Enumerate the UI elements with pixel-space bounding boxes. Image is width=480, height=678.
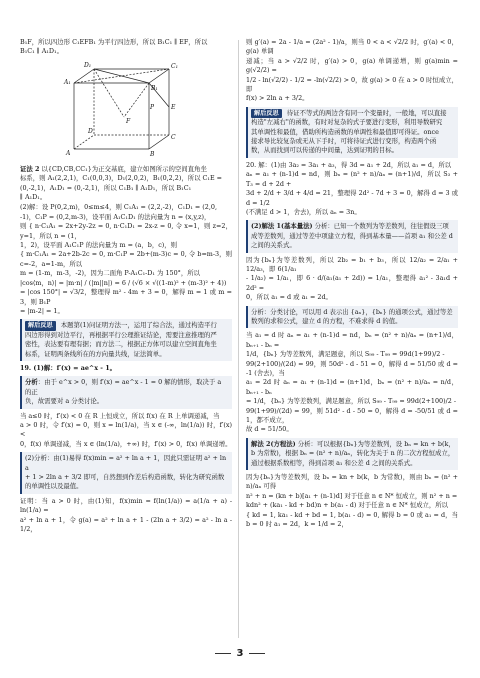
text-line: 当 a₁ = d 时 aₙ = a₁ + (n-1)d = nd，bₙ = (n² + n)/aₙ = (n+1)/d，bₙ₊₁ - bₙ = [246,331,458,349]
text-line: 四边形得到对边平行，再根据平行公理推证结论，需要注意推理的严 [25,330,217,339]
text-line: 递减；当 a > √2/2 时，g′(a) > 0，g(a) 单调递增，则 g(a)min = g(√2/2) = [246,56,458,75]
text-line: a² + ln a + 1，令 g(a) = a² + ln a + 1 - (2ln a + 3/2) = a² - ln a - 1/2， [20,515,232,534]
solution1-analysis2 [246,306,458,329]
solution-label: 解法 2(方程法) [251,439,296,448]
label-B: B [150,150,155,158]
solution1-body2 [246,331,458,434]
text-line: aₙ = a₁ + (n-1)d = nd，则 bₙ = (n² + n)/aₙ = (n+1)/d，所以 S₃ + T₃ = d + 2d + [246,170,458,188]
text-line: 标系，证明两条线所在的方向量共线，证法简单。 [25,349,166,358]
solution2-body [246,473,458,529]
text-line: |cos⟨m，n⟩| = |m·n| / (|m||n|) = 6 / (√6 × √((1-m)² + (m-3)² + 4)) [20,278,227,287]
reflection-tag: 解后反思 [251,109,282,118]
text-line: 1，2)，设平面 A₁C₁P 的法向量为 m = (a，b，c)，则 [20,241,178,250]
solution1-body [246,256,458,303]
analysis1-box [20,376,232,408]
text-line: 故 d = 51/50。 [246,425,293,434]
text-line: 构造"左减右"的函数，有时对复杂的式子要进行变形，利用导数研究 [251,118,443,127]
text-line: (不满足 d > 1，舍去)，所以 aₙ = 3n。 [246,207,361,216]
text-line: 密性，表达要有理有据；而方法二，根据正方体可以建立空间直角坐 [25,340,217,349]
analysis2-box [20,452,232,494]
analysis-label: 分析 [25,378,38,387]
text-line: + 1 > 2ln a + 3/2 即可，自然想到作差后构造函数，转化为研究函数 [25,473,225,481]
right-column [246,38,458,531]
text-line: 因为{bₙ}为等差数列，所以 2b₂ = b₁ + b₃，所以 12/a₂ = 2/a₁ + 12/a₃，即 6(1/a₁ [246,255,458,273]
text-line: B₁C₁ ∥ A₁D₁。 [20,47,63,56]
text-line: 标系，则 A₁(2,2,1)，C₁(0,0,3)，D₁(2,0,2)，B₁(0,2,2)，所以 C₁E = [20,174,223,183]
footer-dash-left [215,653,231,654]
reflection-box [20,319,232,361]
label-P: P [150,103,155,111]
right-top-paragraph [246,38,458,104]
cube-figure [20,59,232,161]
text-line: n² + n = (kn + b)[a₁ + (n-1)d] 对于任意 n ∈ N* 恒成立，则 n² + n = [246,491,458,500]
text-line: { m·C₁A₁ = 2a+2b-2c = 0, m·C₁P = 2b+(m-3)c = 0, 令 b=m-3，则 c=-2，a=1-m，所以 [20,250,232,268]
label-B1: B₁ [151,84,158,92]
text-line: 99(2+100)/(2d) = 99，则 50d² - d - 51 = 0，解得 d = 51/50 或 d = -1 (舍去)，当 [246,359,458,377]
label-C: C [171,133,176,141]
page-footer [0,648,480,659]
solution2-box [246,438,458,470]
text-line: -1)，C₁P = (0,2,m-3)，设平面 A₁C₁D₁ 的法向量为 n = (x,y,z)， [20,212,211,221]
text-line: 数，从而找到可以传递的中间量，达到证明的目标。 [251,146,398,155]
intro-paragraph [20,38,232,57]
text-line: kdn² + (ka₁ - kd + bd)n + b(a₁ - d) 对于任意 n ∈ N* 恒成立，所以 [246,501,449,510]
footer-dash-right [249,653,265,654]
text-line: f(x) > 2ln a + 3/2。 [246,94,309,103]
text-line: = |cos 150°| = √3/2，整理得 m² - 4m + 3 = 0，解得 m = 1 或 m = 3，则 B₁P [20,288,232,306]
text-line: 因为{bₙ}为等差数列，设 bₙ = kn + b(k，b 为常数)，则由 bₙ = (n² + n)/aₙ 可得 [246,473,458,491]
text-line: { kd = 1, ka₁ - kd + bd = 1, b(a₁ - d) = 0, 解得 b = 0 或 a₁ = d，当 b = 0 时 a₁ = 2d，k = 1/d = 2， [246,510,458,529]
text-line: 19. (1)解：f′(x) = ae^x - 1。 [20,363,117,372]
text-line: a₁ = 2d 时 aₙ = a₁ + (n-1)d = (n+1)d，bₙ = (n² + n)/aₙ = n/d，bₙ₊₁ - bₙ [246,378,458,396]
text-line: (2)分析：由(1)易得 f(x)min = a² + ln a + 1，因此只需证明 a² + ln a [25,454,227,472]
text-line: 待证不等式的两边含有同一个变量时，一般地，可以直接 [286,108,447,117]
text-line: 分析：分类讨论，可以用 d 表示出 {aₙ}，{bₙ} 的通项公式，通过等差数列的求和公式，建立 d 的方程，不难求得 d 的值。 [251,307,453,325]
text-line: (2)解：设 P(0,2,m)，0≤m≤4，则 C₁A₁ = (2,2,-2)，C₁D₁ = (2,0, [20,203,217,212]
text-line: 负，故需要对 a 分类讨论。 [25,397,104,406]
text-line: = 1/d，{bₙ} 为等差数列，满足题意，所以 S₉₉ - T₉₉ = 99d(2+100)/2 - [246,397,456,406]
text-line: m = (1-m，m-3，-2)，因为二面角 P-A₁C₁-D₁ 为 150°，所以 [20,269,201,278]
text-line: 20. 解：(1)由 3a₂ = 3a₁ + a₃，得 3d = a₁ + 2d，所以 a₁ = d，所以 [246,160,452,169]
text-line: ：由于 e^x > 0，则 f′(x) = ae^x - 1 = 0 解的情形，取决于 a 的正 [25,378,222,396]
solution-label: (2)解法 1(基本量法) [251,222,313,231]
text-line: a > 0 时，令 f′(x) = 0，则 x = ln(1/a)，当 x ∈ (-∞，ln(1/a)) 时，f′(x) < [20,420,232,439]
text-line: 分析：已知一个数列为等差数列，往往假设三项成等差数列，通过等差中项建立方程，得到基本量——首项 a₁ 和公差 d 之间的关系式。 [251,222,453,250]
text-line: 则 g′(a) = 2a - 1/a = (2a² - 1)/a，则当 0 < a < √2/2 时，g′(a) < 0，g(a) 单调 [246,38,458,56]
text-line: 本题第(1)问证明方法一，运用了综合法，通过构造平行 [60,321,217,330]
reflection-box-right [246,107,458,158]
text-line: 1/d，{bₙ} 为等差数列，满足题意，所以 S₉₉ - T₉₉ = 99d(1+99)/2 - [246,350,445,359]
label-D1: D₁ [84,61,92,69]
text-line: 99(1+99)/(2d) = 99，则 51d² - d - 50 = 0，解得 d = -50/51 或 d = 1，都不成立， [246,406,458,425]
column-divider [238,40,239,638]
proof-paragraph [20,497,232,535]
left-column [20,38,232,535]
q19-paragraph [20,364,232,373]
text-line: - 1/a₂) = 1/a₁，即 6 · d/(a₁(a₁ + 2d)) = 1/a₁，整理得 a₁² - 3a₁d + 2d² = [246,274,458,292]
text-line: 1/2 - ln(√2/2) - 1/2 = -ln(√2/2) > 0，故 g(a) > 0 在 a > 0 时恒成立，即 [246,75,458,94]
q20-paragraph [246,161,458,217]
label-A: A [66,149,71,157]
text-line: 证明：当 a > 0 时，由(1)知，f(x)min = f(ln(1/a)) = a(1/a + a) - ln(1/a) = [20,496,232,515]
text-line: 3d + 2/d + 3/d + 4/d = 21，整理得 2d² - 7d + 3 = 0，解得 d = 3 或 d = 1/2 [246,189,458,207]
text-line: 则 { n·C₁A₁ = 2x+2y-2z = 0, n·C₁D₁ = 2x-z = 0, 令 x=1，则 z=2，y=1，所以 n = (1， [20,222,232,240]
label-E: E [171,103,176,111]
text-line: 分析：可以根据{bₙ}为等差数列，设 bₙ = kn + b(k，b 为常数)，根据 bₙ = (n² + n)/aₙ，转化为关于 n 的二次方程恒成立，通过根据系数相等，得到首项 a₁ 和公差 d 之间的关系式。 [251,439,455,467]
part2-paragraph [20,203,232,316]
label-F: F [126,117,131,125]
text-line: 0，f(x) 单调递减，当 x ∈ (ln(1/a)，+∞) 时，f′(x) > 0，f(x) 单调递增。 [20,439,232,448]
text-line: 接求导比较复杂或无从下手时，可将待证式进行变形，构造两个函 [251,137,437,146]
q19-body [20,412,232,450]
text-line: 的单调性以及最值。 [25,482,83,491]
text-line: (0,-2,1)，A₁D₁ = (0,-2,1)，所以 C₁B₁ ∥ A₁D₁，所以 B₁C₁ [20,183,192,192]
proof2-paragraph [20,165,232,203]
text-line: ∥ A₁D₁。 [20,193,47,202]
reflection-tag: 解后反思 [25,321,56,330]
cube-diagram [54,59,194,161]
text-line: B₁F，所以四边形 C₁EFB₁ 为平行四边形，所以 B₁C₁ ∥ EF，所以 [20,38,208,46]
label-A1: A₁ [64,78,71,86]
text-line: = |m-2| = 1。 [20,306,64,315]
text-line: 其单调性和最值，借助所构造函数的单调性和最值即可得证。once [251,127,439,136]
label-C1: C₁ [171,62,178,70]
text-line: 0，所以 a₁ = d 或 a₁ = 2d。 [246,293,332,302]
page-number: 3 [236,648,244,659]
label-D: D [88,127,93,135]
text-line: 当 a≤0 时，f′(x) < 0 在 R 上恒成立，所以 f(x) 在 R 上单调递减，当 [20,411,220,420]
text-line: 以{CD,CB,CC₁}为正交基底，建立如图所示的空间直角坐 [41,164,207,173]
solution1-box [246,220,458,252]
proof2-label: 证法 2 [20,164,40,173]
